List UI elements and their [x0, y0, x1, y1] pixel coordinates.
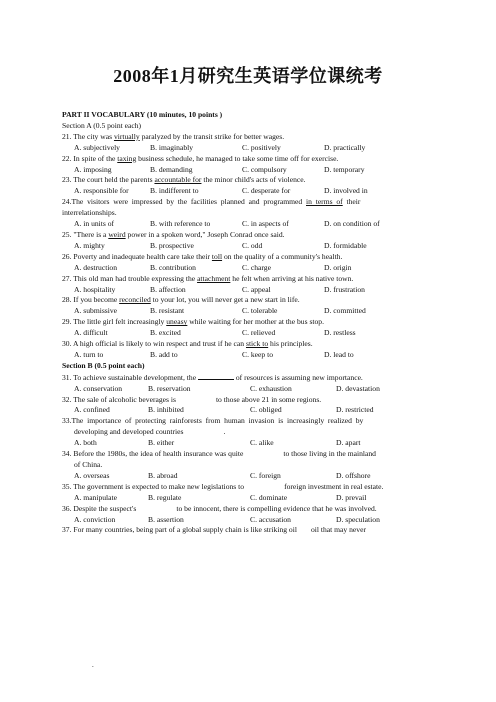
question-37: 37. For many countries, being part of a global supply chain is like striking oil oil that may never — [62, 525, 366, 535]
options-25: A. mighty B. prospective C. odd D. formidable — [74, 240, 367, 250]
options-26: A. destruction B. contribution C. charge D. origin — [74, 262, 352, 272]
question-30: 30. A high official is likely to win respect and trust if he can stick to his principles. — [62, 339, 313, 349]
answer-blank — [198, 372, 234, 380]
question-31: 31. To achieve sustainable development, the of resources is assuming new importance. — [62, 372, 363, 382]
question-34: 34. Before the 1980s, the idea of health insurance was quite to those living in the mainland — [62, 449, 376, 459]
options-32: A. confined B. inhibited C. obliged D. restricted — [74, 405, 374, 415]
question-36: 36. Despite the suspect's to be innocent, there is compelling evidence that he was involved. — [62, 503, 377, 513]
options-24: A. in units of B. with reference to C. in aspects of D. on condition of — [74, 219, 380, 229]
options-29: A. difficult B. excited C. relieved D. restless — [74, 328, 356, 338]
question-23: 23. The court held the parents accountable for the minor child's acts of violence. — [62, 175, 306, 185]
question-28: 28. If you become reconciled to your lot, you will never get a new start in life. — [62, 295, 300, 305]
options-27: A. hospitality B. affection C. appeal D. frustration — [74, 284, 365, 294]
question-34-cont: of China. — [74, 460, 103, 469]
options-36: A. conviction B. assertion C. accusation D. speculation — [74, 514, 380, 524]
trailing-mark: . — [92, 661, 94, 669]
options-28: A. submissive B. resistant C. tolerable D. committed — [74, 306, 366, 316]
options-33: A. both B. either C. alike D. apart — [74, 438, 361, 448]
section-a-heading: Section A (0.5 point each) — [62, 120, 142, 130]
question-24: 24.The visitors were impressed by the facilities planned and programmed in terms of their — [62, 197, 361, 207]
question-33: 33.The importance of protecting rainforests from human invasion is increasingly realized by — [62, 416, 364, 426]
question-32: 32. The sale of alcoholic beverages is to those above 21 in some regions. — [62, 394, 322, 404]
page-title: 2008年1月研究生英语学位课统考 — [113, 66, 383, 86]
options-30: A. turn to B. add to C. keep to D. lead to — [74, 349, 354, 359]
part-heading: PART II VOCABULARY (10 minutes, 10 points ) — [62, 110, 223, 119]
exam-content — [62, 110, 448, 536]
question-35: 35. The government is expected to make new legislations to foreign investment in real estate. — [62, 481, 384, 491]
options-23: A. responsible for B. indifferent to C. desperate for D. involved in — [74, 186, 368, 196]
options-21: A. subjectively B. imaginably C. positively D. practically — [74, 142, 366, 152]
section-b-heading: Section B (0.5 point each) — [62, 360, 145, 370]
options-34: A. overseas B. abroad C. foreign D. offshore — [74, 470, 371, 480]
question-21: 21. The city was virtually paralyzed by the transit strike for better wages. — [62, 131, 285, 141]
question-22: 22. In spite of the taxing business schedule, he managed to take some time off for exercise. — [62, 153, 339, 163]
question-33-cont: developing and developed countries . — [74, 427, 226, 437]
options-31: A. conservation B. reservation C. exhaustion D. devastation — [74, 383, 380, 393]
question-25: 25. "There is a weird power in a spoken word," Joseph Conrad once said. — [62, 229, 285, 239]
options-22: A. imposing B. demanding C. compulsory D. temporary — [74, 164, 365, 174]
question-27: 27. This old man had trouble expressing the attachment he felt when arriving at his native town. — [62, 273, 354, 283]
question-24-cont: interrelationships. — [62, 208, 117, 218]
options-35: A. manipulate B. regulate C. dominate D. prevail — [74, 492, 367, 502]
question-26: 26. Poverty and inadequate health care take their toll on the quality of a community's health. — [62, 251, 343, 261]
question-29: 29. The little girl felt increasingly uneasy while waiting for her mother at the bus stop. — [62, 317, 325, 327]
